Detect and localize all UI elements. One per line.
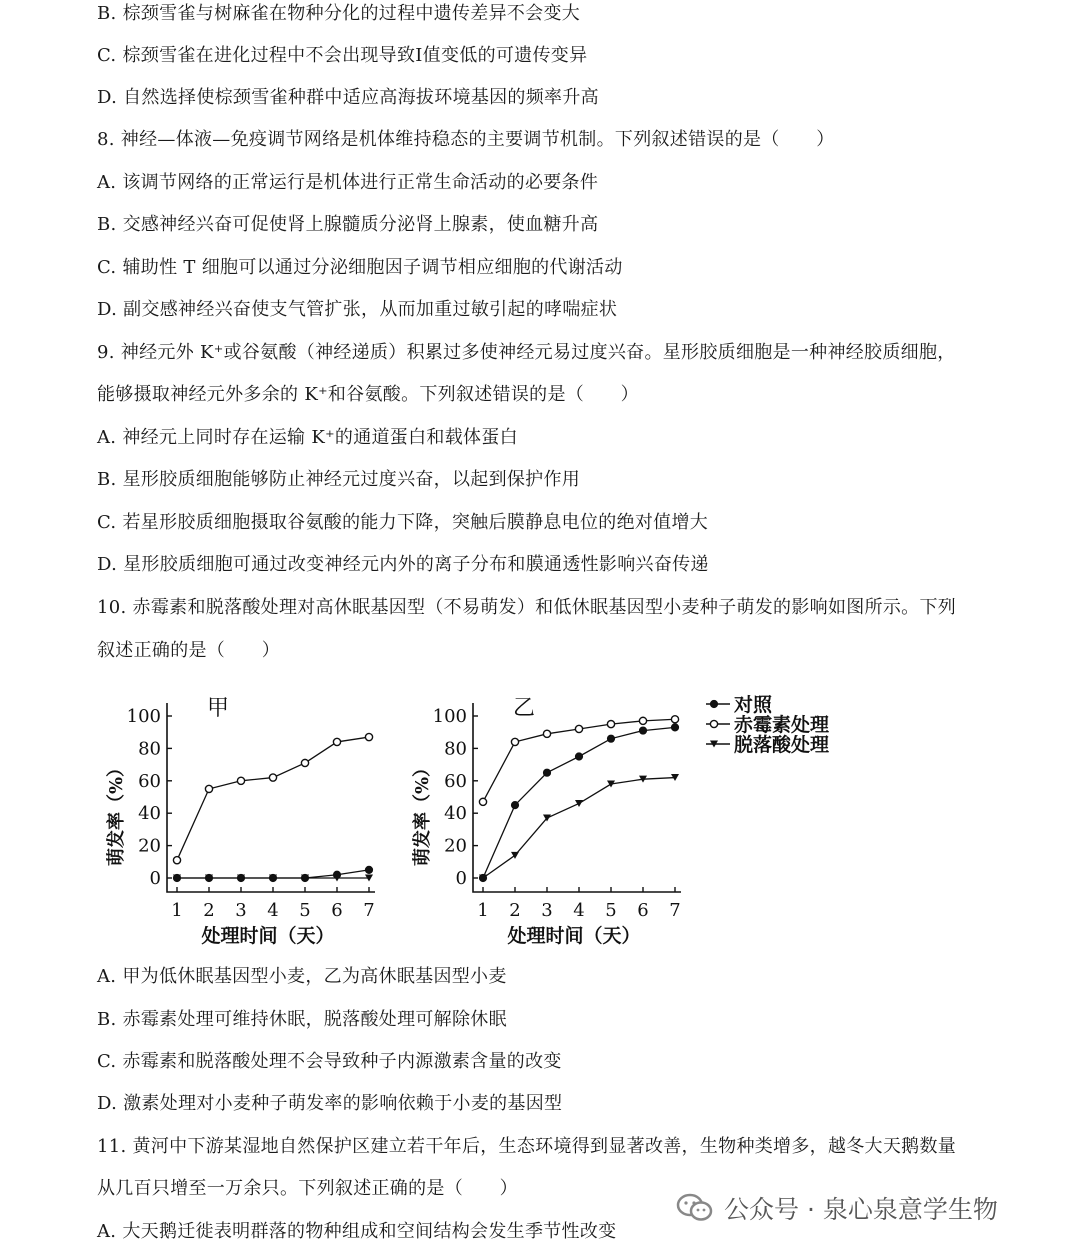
x-tick-label: 3 (235, 900, 247, 921)
series-filled-triangle (479, 774, 679, 881)
watermark-text: 公众号 · 泉心泉意学生物 (724, 1195, 998, 1224)
text-line: 8. 神经—体液—免疫调节网络是机体维持稳态的主要调节机制。下列叙述错误的是（ ） (97, 129, 835, 150)
chart-legend (700, 690, 860, 760)
y-tick-label: 80 (138, 738, 161, 760)
y-tick-label: 40 (138, 803, 161, 825)
chart-yi (406, 688, 706, 948)
text-line: C. 辅助性 T 细胞可以通过分泌细胞因子调节相应细胞的代谢活动 (97, 257, 623, 278)
x-axis-label: 处理时间（天） (507, 925, 641, 947)
chart-title: 乙 (513, 696, 536, 721)
text-line: B. 星形胶质细胞能够防止神经元过度兴奋，以起到保护作用 (97, 469, 581, 490)
text-line: C. 若星形胶质细胞摄取谷氨酸的能力下降，突触后膜静息电位的绝对值增大 (97, 512, 709, 533)
series-filled-triangle (173, 875, 373, 882)
data-point (639, 717, 646, 724)
data-point (671, 724, 678, 731)
chart-jia (100, 688, 410, 948)
text-line: 从几百只增至一万余只。下列叙述正确的是（ ） (97, 1178, 518, 1199)
legend-item (706, 713, 830, 736)
data-point (511, 738, 518, 745)
legend-item (706, 693, 773, 716)
x-tick-label: 1 (171, 900, 183, 921)
data-point (301, 759, 308, 766)
y-tick-label: 20 (444, 835, 467, 857)
x-tick-label: 6 (637, 900, 649, 921)
text-line: D. 副交感神经兴奋使支气管扩张，从而加重过敏引起的哮喘症状 (97, 299, 618, 320)
text-line: D. 激素处理对小麦种子萌发率的影响依赖于小麦的基因型 (97, 1093, 563, 1114)
text-line: A. 神经元上同时存在运输 K⁺的通道蛋白和载体蛋白 (97, 427, 518, 448)
y-tick-label: 40 (444, 803, 467, 825)
data-point (543, 730, 550, 737)
text-line: C. 棕颈雪雀在进化过程中不会出现导致I值变低的可遗传变异 (97, 45, 588, 66)
y-tick-label: 0 (455, 868, 467, 889)
data-point (607, 721, 614, 728)
text-line: 11. 黄河中下游某湿地自然保护区建立若干年后，生态环境得到显著改善，生物种类增多，越冬大天鹅数量 (97, 1136, 957, 1157)
y-tick-label: 100 (126, 706, 161, 727)
axes (167, 703, 375, 892)
watermark (676, 1190, 998, 1226)
data-point (269, 774, 276, 781)
text-line: D. 自然选择使棕颈雪雀种群中适应高海拔环境基因的频率升高 (97, 87, 599, 108)
data-point (575, 800, 583, 807)
series-line (483, 778, 675, 878)
legend-label: 脱落酸处理 (734, 734, 830, 756)
data-point (575, 753, 582, 760)
text-line: 10. 赤霉素和脱落酸处理对高休眠基因型（不易萌发）和低休眠基因型小麦种子萌发的影响如图所示。下列 (97, 597, 957, 618)
text-line: A. 大天鹅迁徙表明群落的物种组成和空间结构会发生季节性改变 (97, 1221, 617, 1242)
text-line: 能够摄取神经元外多余的 K⁺和谷氨酸。下列叙述错误的是（ ） (97, 384, 639, 405)
x-tick-label: 4 (267, 900, 279, 921)
data-point (479, 798, 486, 805)
series-line (177, 737, 369, 860)
wechat-icon (676, 1193, 714, 1223)
data-point (205, 785, 212, 792)
x-axis-label: 处理时间（天） (201, 925, 335, 947)
x-tick-label: 7 (669, 900, 681, 921)
x-tick-label: 5 (299, 900, 311, 921)
x-tick-label: 2 (509, 900, 521, 921)
data-point (607, 735, 614, 742)
series-open-circle (173, 733, 372, 863)
data-point (511, 802, 518, 809)
legend-label: 对照 (734, 694, 773, 716)
text-line: D. 星形胶质细胞可通过改变神经元内外的离子分布和膜通透性影响兴奋传递 (97, 554, 709, 575)
x-tick-label: 2 (203, 900, 215, 921)
data-point (543, 769, 550, 776)
text-line: B. 棕颈雪雀与树麻雀在物种分化的过程中遗传差异不会变大 (97, 3, 581, 24)
y-axis-label: 萌发率（%） (412, 758, 433, 867)
data-point (365, 866, 372, 873)
x-tick-label: 3 (541, 900, 553, 921)
y-tick-label: 100 (432, 706, 467, 727)
legend-label: 赤霉素处理 (734, 714, 830, 736)
data-point (639, 727, 646, 734)
y-tick-label: 80 (444, 738, 467, 760)
data-point (671, 716, 678, 723)
data-point (333, 738, 340, 745)
text-line: B. 交感神经兴奋可促使肾上腺髓质分泌肾上腺素，使血糖升高 (97, 214, 599, 235)
x-tick-label: 1 (477, 900, 489, 921)
text-line: 叙述正确的是（ ） (97, 640, 280, 661)
y-tick-label: 0 (149, 868, 161, 889)
text-line: A. 甲为低休眠基因型小麦，乙为高休眠基因型小麦 (97, 966, 507, 987)
y-axis-label: 萌发率（%） (106, 758, 127, 867)
data-point (173, 857, 180, 864)
text-line: B. 赤霉素处理可维持休眠，脱落酸处理可解除休眠 (97, 1009, 507, 1030)
data-point (575, 725, 582, 732)
legend-marker (710, 700, 717, 707)
text-line: A. 该调节网络的正常运行是机体进行正常生命活动的必要条件 (97, 172, 599, 193)
x-tick-label: 7 (363, 900, 375, 921)
y-tick-label: 20 (138, 835, 161, 857)
text-line: 9. 神经元外 K⁺或谷氨酸（神经递质）积累过多使神经元易过度兴奋。星形胶质细胞是一种神经胶质细胞， (97, 342, 956, 363)
chart-title: 甲 (207, 696, 230, 721)
legend-marker (710, 720, 717, 727)
text-line: C. 赤霉素和脱落酸处理不会导致种子内源激素含量的改变 (97, 1051, 562, 1072)
x-tick-label: 6 (331, 900, 343, 921)
y-tick-label: 60 (138, 770, 161, 792)
legend-item (706, 733, 830, 756)
data-point (365, 733, 372, 740)
x-tick-label: 4 (573, 900, 585, 921)
data-point (237, 777, 244, 784)
y-tick-label: 60 (444, 770, 467, 792)
x-tick-label: 5 (605, 900, 617, 921)
